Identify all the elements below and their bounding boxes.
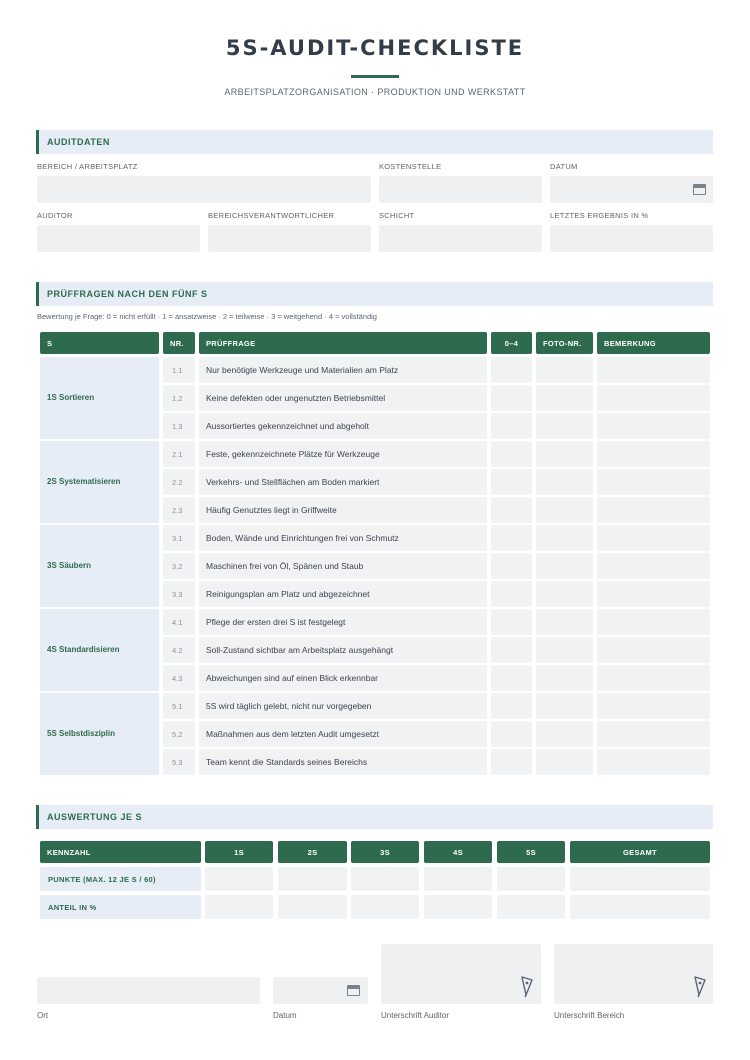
column-header-score: 0–4 (491, 332, 532, 354)
bemerkung-input[interactable] (597, 693, 710, 719)
eval-header-1s: 1S (205, 841, 273, 863)
signature-auditor-field[interactable] (381, 944, 541, 1004)
bemerkung-input[interactable] (597, 749, 710, 775)
bemerkung-input[interactable] (597, 385, 710, 411)
foto-input[interactable] (536, 525, 593, 551)
question-number (163, 385, 195, 411)
bemerkung-input[interactable] (597, 553, 710, 579)
group-name: 1S Sortieren (47, 393, 95, 402)
auditor-input[interactable] (37, 225, 200, 252)
foto-input[interactable] (536, 637, 593, 663)
column-header-foto: FOTO-NR. (536, 332, 593, 354)
ort-input[interactable] (37, 977, 260, 1004)
question-number (163, 553, 195, 579)
question-text (199, 469, 487, 495)
foto-input[interactable] (536, 749, 593, 775)
question-text (199, 721, 487, 747)
section-questions (36, 282, 713, 306)
eval-cell-punkte-3s[interactable] (351, 867, 419, 891)
score-input[interactable] (491, 357, 532, 383)
score-input[interactable] (491, 385, 532, 411)
eval-cell-punkte-2s[interactable] (278, 867, 347, 891)
question-text-value: Keine defekten oder ungenutzten Betriebsmittel (206, 393, 386, 403)
question-text-value: Häufig Genutztes liegt in Griffweite (206, 505, 337, 515)
bemerkung-input[interactable] (597, 497, 710, 523)
question-text (199, 357, 487, 383)
eval-row-label-anteil: ANTEIL IN % (40, 895, 201, 919)
bemerkung-input[interactable] (597, 469, 710, 495)
eval-cell-punkte-1s[interactable] (205, 867, 273, 891)
group-name: 3S Säubern (47, 561, 92, 570)
question-text-value: Pflege der ersten drei S ist festgelegt (206, 617, 346, 627)
scale-note: Bewertung je Frage: 0 = nicht erfüllt · 1 = ansatzweise · 2 = teilweise · 3 = weitgehend · 4 = vollständig (37, 312, 377, 321)
datum-input[interactable] (550, 176, 713, 203)
pen-icon (520, 976, 534, 998)
question-number-value: 3.2 (172, 562, 183, 571)
eval-header-gesamt: GESAMT (570, 841, 710, 863)
question-text (199, 385, 487, 411)
section-evaluation (36, 805, 713, 829)
question-text (199, 665, 487, 691)
field-label-letztes-ergebnis: LETZTES ERGEBNIS IN % (550, 211, 649, 220)
eval-cell-punkte-5s[interactable] (497, 867, 565, 891)
eval-cell-anteil-4s[interactable] (424, 895, 492, 919)
question-text (199, 637, 487, 663)
page-subtitle: ARBEITSPLATZORGANISATION · PRODUKTION UND WERKSTATT (224, 87, 526, 97)
eval-cell-anteil-2s[interactable] (278, 895, 347, 919)
bemerkung-input[interactable] (597, 637, 710, 663)
question-number-value: 4.2 (172, 646, 183, 655)
label-unterschrift-auditor: Unterschrift Auditor (381, 1011, 450, 1020)
foto-input[interactable] (536, 553, 593, 579)
section-title: AUSWERTUNG JE S (47, 812, 143, 822)
question-number (163, 357, 195, 383)
column-header-prueffrage: PRÜFFRAGE (199, 332, 487, 354)
bereichsverantwortlicher-input[interactable] (208, 225, 371, 252)
eval-cell-punkte-gesamt[interactable] (570, 867, 710, 891)
column-header-bemerkung: BEMERKUNG (597, 332, 710, 354)
eval-header-3s: 3S (351, 841, 419, 863)
score-input[interactable] (491, 413, 532, 439)
question-number (163, 721, 195, 747)
column-header-s: S (40, 332, 159, 354)
foto-input[interactable] (536, 665, 593, 691)
question-text-value: Maschinen frei von Öl, Spänen und Staub (206, 561, 364, 571)
group-name: 5S Selbstdisziplin (47, 729, 116, 738)
question-number-value: 1.1 (172, 366, 183, 375)
question-number-value: 5.1 (172, 702, 183, 711)
eval-header-2s: 2S (278, 841, 347, 863)
kostenstelle-input[interactable] (379, 176, 542, 203)
foto-input[interactable] (536, 413, 593, 439)
bemerkung-input[interactable] (597, 581, 710, 607)
score-input[interactable] (491, 665, 532, 691)
field-label-datum: DATUM (550, 162, 578, 171)
question-number-value: 4.1 (172, 618, 183, 627)
question-text-value: Team kennt die Standards seines Bereichs (206, 757, 368, 767)
question-number-value: 3.3 (172, 590, 183, 599)
question-number (163, 441, 195, 467)
label-ort: Ort (37, 1011, 49, 1020)
question-number-value: 2.2 (172, 478, 183, 487)
score-input[interactable] (491, 469, 532, 495)
datum-signature-input[interactable] (273, 977, 368, 1004)
bemerkung-input[interactable] (597, 609, 710, 635)
calendar-icon[interactable] (347, 985, 360, 996)
question-number-value: 3.1 (172, 534, 183, 543)
question-number (163, 497, 195, 523)
bemerkung-input[interactable] (597, 413, 710, 439)
question-text-value: Boden, Wände und Einrichtungen frei von Schmutz (206, 533, 399, 543)
eval-cell-anteil-gesamt[interactable] (570, 895, 710, 919)
question-number (163, 525, 195, 551)
eval-cell-anteil-5s[interactable] (497, 895, 565, 919)
eval-cell-punkte-4s[interactable] (424, 867, 492, 891)
field-label-schicht: SCHICHT (379, 211, 415, 220)
group-name: 4S Standardisieren (47, 645, 120, 654)
foto-input[interactable] (536, 357, 593, 383)
label-datum: Datum (273, 1011, 297, 1020)
score-input[interactable] (491, 637, 532, 663)
eval-header-kennzahl: KENNZAHL (40, 841, 201, 863)
score-input[interactable] (491, 721, 532, 747)
question-number-value: 4.3 (172, 674, 183, 683)
question-number-value: 5.3 (172, 758, 183, 767)
field-label-kostenstelle: KOSTENSTELLE (379, 162, 442, 171)
score-input[interactable] (491, 525, 532, 551)
question-number-value: 1.3 (172, 422, 183, 431)
score-input[interactable] (491, 581, 532, 607)
foto-input[interactable] (536, 693, 593, 719)
question-text (199, 693, 487, 719)
bemerkung-input[interactable] (597, 665, 710, 691)
score-input[interactable] (491, 749, 532, 775)
group-label (40, 357, 159, 439)
bemerkung-input[interactable] (597, 721, 710, 747)
pen-icon (693, 976, 707, 998)
score-input[interactable] (491, 441, 532, 467)
question-text-value: Maßnahmen aus dem letzten Audit umgesetzt (206, 729, 379, 739)
question-number (163, 469, 195, 495)
question-text-value: Abweichungen sind auf einen Blick erkennbar (206, 673, 379, 683)
group-label (40, 609, 159, 691)
question-text (199, 441, 487, 467)
question-number-value: 1.2 (172, 394, 183, 403)
eval-header-4s: 4S (424, 841, 492, 863)
group-name: 2S Systematisieren (47, 477, 121, 486)
question-text (199, 497, 487, 523)
question-text (199, 413, 487, 439)
question-text (199, 609, 487, 635)
question-number (163, 749, 195, 775)
eval-row-label-punkte: PUNKTE (MAX. 12 JE S / 60) (40, 867, 201, 891)
foto-input[interactable] (536, 497, 593, 523)
question-text-value: 5S wird täglich gelebt, nicht nur vorgegeben (206, 701, 372, 711)
section-title: AUDITDATEN (47, 137, 110, 147)
bemerkung-input[interactable] (597, 441, 710, 467)
eval-cell-anteil-1s[interactable] (205, 895, 273, 919)
question-text-value: Verkehrs- und Stellflächen am Boden markiert (206, 477, 380, 487)
question-number (163, 665, 195, 691)
score-input[interactable] (491, 553, 532, 579)
question-text (199, 749, 487, 775)
column-header-nr: NR. (163, 332, 195, 354)
label-unterschrift-bereich: Unterschrift Bereich (554, 1011, 625, 1020)
question-number-value: 5.2 (172, 730, 183, 739)
question-number (163, 581, 195, 607)
question-number (163, 693, 195, 719)
foto-input[interactable] (536, 581, 593, 607)
question-text-value: Soll-Zustand sichtbar am Arbeitsplatz ausgehängt (206, 645, 394, 655)
score-input[interactable] (491, 609, 532, 635)
eval-header-5s: 5S (497, 841, 565, 863)
schicht-input[interactable] (379, 225, 542, 252)
letztes-ergebnis-input[interactable] (550, 225, 713, 252)
field-label-bereichsverantwortlicher: BEREICHSVERANTWORTLICHER (208, 211, 335, 220)
group-label (40, 525, 159, 607)
question-text (199, 525, 487, 551)
question-number (163, 413, 195, 439)
eval-cell-anteil-3s[interactable] (351, 895, 419, 919)
score-input[interactable] (491, 693, 532, 719)
question-text (199, 581, 487, 607)
question-text-value: Reinigungsplan am Platz und abgezeichnet (206, 589, 370, 599)
question-number (163, 609, 195, 635)
foto-input[interactable] (536, 441, 593, 467)
page-title: 5S-AUDIT-CHECKLISTE (225, 36, 525, 60)
calendar-icon[interactable] (693, 184, 706, 195)
foto-input[interactable] (536, 385, 593, 411)
question-text-value: Aussortiertes gekennzeichnet und abgeholt (206, 421, 370, 431)
question-number (163, 637, 195, 663)
question-text (199, 553, 487, 579)
score-input[interactable] (491, 497, 532, 523)
field-label-auditor: AUDITOR (37, 211, 73, 220)
bemerkung-input[interactable] (597, 525, 710, 551)
field-label-bereich: BEREICH / ARBEITSPLATZ (37, 162, 138, 171)
question-number-value: 2.3 (172, 506, 183, 515)
question-number-value: 2.1 (172, 450, 183, 459)
group-label (40, 693, 159, 775)
bereich-input[interactable] (37, 176, 371, 203)
foto-input[interactable] (536, 469, 593, 495)
question-text-value: Nur benötigte Werkzeuge und Materialien am Platz (206, 365, 399, 375)
foto-input[interactable] (536, 609, 593, 635)
group-label (40, 441, 159, 523)
section-title: PRÜFFRAGEN NACH DEN FÜNF S (47, 289, 208, 299)
foto-input[interactable] (536, 721, 593, 747)
section-audit-data (36, 130, 713, 154)
signature-bereich-field[interactable] (554, 944, 713, 1004)
title-divider (351, 75, 399, 78)
question-text-value: Feste, gekennzeichnete Plätze für Werkzeuge (206, 449, 380, 459)
bemerkung-input[interactable] (597, 357, 710, 383)
